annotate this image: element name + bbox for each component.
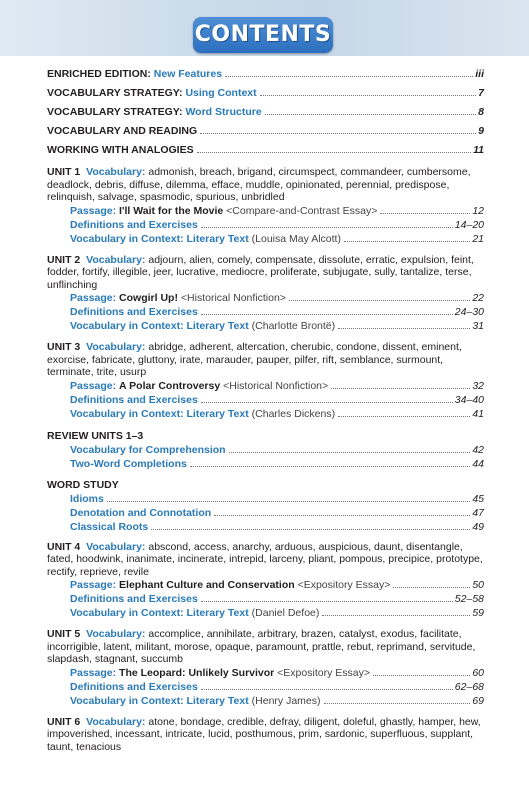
page-number: 45: [472, 492, 484, 505]
vic-author: (Daniel Defoe): [251, 607, 320, 619]
page-number: 8: [478, 106, 484, 118]
passage-type: <Historical Nonfiction>: [180, 292, 286, 304]
vic-author: (Charles Dickens): [251, 407, 336, 420]
toc-entry-passage[interactable]: [47, 204, 484, 218]
unit-2-block: [47, 254, 484, 334]
passage-label: Passage:: [70, 379, 117, 392]
unit-1-block: [47, 166, 484, 246]
page-number: 44: [472, 457, 484, 470]
unit-6-block: [47, 716, 484, 754]
unit-name: UNIT 3: [47, 341, 81, 353]
unit-vocabulary-line: [47, 341, 484, 379]
toc-entry-passage[interactable]: [47, 379, 484, 393]
entry-label: VOCABULARY AND READING: [47, 125, 198, 137]
entry-label: Idioms: [70, 492, 104, 505]
toc-entry-vocabulary-in-context[interactable]: [47, 606, 484, 620]
toc-entry-classical-roots[interactable]: [47, 520, 484, 534]
toc-entry-passage[interactable]: [47, 666, 484, 680]
unit-4-block: [47, 541, 484, 621]
passage-type: <Historical Nonfiction>: [223, 379, 329, 392]
leader-dots: [201, 314, 453, 315]
page-number: 34–40: [454, 393, 484, 406]
vocabulary-words: accomplice, annihilate, arbitrary, brazen, catalyst, exodus, facilitate, incorrigible, latent, militant, morose, opaque, paramount, prattle, rebut, reprimand, servitude, slapdash, stagnant, succumb: [47, 628, 476, 665]
leader-dots: [324, 703, 471, 704]
passage-type: <Expository Essay>: [277, 666, 370, 679]
vic-label: Vocabulary in Context: Literary Text: [70, 694, 249, 707]
vocabulary-label: Vocabulary:: [86, 715, 146, 728]
unit-name: UNIT 6: [47, 715, 81, 728]
vocabulary-words: abridge, adherent, altercation, cherubic, condone, dissent, eminent, exorcise, fabricate, gluttony, irate, marauder, pauper, pilfer, rift, semblance, surmount, terminate, trite, usurp: [47, 341, 462, 378]
vocabulary-words: abscond, access, anarchy, arduous, auspicious, daunt, disentangle, fated, hoodwink, inanimate, incinerate, intrepid, larceny, pliant, pompous, precipice, prototype, rectify, reprieve, revile: [47, 540, 483, 578]
leader-dots: [214, 515, 470, 516]
page-number: 14–20: [454, 218, 484, 231]
vocabulary-label: Vocabulary:: [86, 628, 146, 640]
vocabulary-label: Vocabulary:: [86, 253, 146, 266]
entry-label: Two-Word Completions: [70, 457, 187, 470]
unit-3-block: [47, 341, 484, 421]
unit-vocabulary-line: [47, 716, 484, 754]
page-number: 69: [472, 694, 484, 707]
leader-dots: [338, 416, 470, 417]
unit-vocabulary-line: [47, 541, 484, 579]
page-number: 42: [472, 443, 484, 456]
page-number: 41: [472, 407, 484, 420]
toc-entry-passage[interactable]: [47, 291, 484, 305]
contents-tab: [193, 17, 333, 53]
vic-label: Vocabulary in Context: Literary Text: [70, 320, 249, 332]
vocabulary-words: admonish, breach, brigand, circumspect, commandeer, cumbersome, deadlock, debris, diffuse, dilemma, efface, muddle, opinionated, perennial, predispose, relinquish, salvage, spasmodic, spurious, unbridled: [47, 166, 471, 203]
vocabulary-label: Vocabulary:: [86, 540, 146, 553]
page-number: 21: [472, 232, 484, 245]
leader-dots: [373, 675, 470, 676]
leader-dots: [338, 328, 470, 329]
entry-label: WORKING WITH ANALOGIES: [47, 144, 194, 156]
leader-dots: [344, 241, 470, 242]
leader-dots: [322, 615, 470, 616]
toc-entry-idioms[interactable]: [47, 492, 484, 506]
unit-name: UNIT 5: [47, 628, 81, 640]
passage-label: Passage:: [70, 204, 117, 217]
review-heading: REVIEW UNITS 1–3: [47, 429, 144, 442]
toc-entry-enriched-edition[interactable]: [47, 67, 484, 81]
toc-entry-vocabulary-and-reading[interactable]: [47, 124, 484, 138]
leader-dots: [201, 227, 453, 228]
vocabulary-label: Vocabulary:: [86, 341, 146, 353]
toc-list: [47, 67, 484, 753]
toc-entry-using-context[interactable]: [47, 86, 484, 100]
passage-label: Passage:: [70, 292, 117, 304]
review-block: [47, 429, 484, 471]
page-number: 22: [472, 292, 484, 304]
toc-entry-vocabulary-for-comprehension[interactable]: [47, 443, 484, 457]
unit-name: UNIT 1: [47, 166, 81, 178]
passage-title: Cowgirl Up!: [119, 292, 178, 304]
definitions-label: Definitions and Exercises: [70, 218, 198, 231]
toc-entry-denotation-and-connotation[interactable]: [47, 506, 484, 520]
page-number: 52–58: [454, 593, 484, 605]
unit-vocabulary-line: [47, 628, 484, 666]
page-number: 7: [478, 87, 484, 99]
leader-dots: [201, 689, 453, 690]
entry-label: Classical Roots: [70, 520, 149, 533]
definitions-label: Definitions and Exercises: [70, 393, 198, 406]
toc-entry-vocabulary-in-context[interactable]: [47, 407, 484, 421]
toc-entry-vocabulary-in-context[interactable]: [47, 232, 484, 246]
toc-entry-definitions[interactable]: [47, 680, 484, 694]
entry-label-highlight: New Features: [153, 68, 223, 80]
page-number: 50: [472, 579, 484, 591]
toc-entry-definitions[interactable]: [47, 218, 484, 232]
passage-title: I'll Wait for the Movie: [119, 204, 224, 217]
page-title: CONTENTS: [194, 22, 332, 47]
page-number: 59: [472, 607, 484, 619]
leader-dots: [201, 402, 453, 403]
entry-label: VOCABULARY STRATEGY:: [47, 87, 183, 99]
word-study-heading: WORD STUDY: [47, 478, 119, 491]
toc-entry-definitions[interactable]: [47, 592, 484, 606]
toc-entry-vocabulary-in-context[interactable]: [47, 319, 484, 333]
passage-label: Passage:: [70, 666, 117, 679]
toc-entry-definitions[interactable]: [47, 393, 484, 407]
definitions-label: Definitions and Exercises: [70, 593, 198, 605]
toc-entry-two-word-completions[interactable]: [47, 457, 484, 471]
unit-5-block: [47, 628, 484, 708]
leader-dots: [289, 300, 470, 301]
entry-label-highlight: Word Structure: [185, 106, 262, 118]
leader-dots: [200, 133, 476, 134]
toc-entry-passage[interactable]: [47, 578, 484, 592]
entry-label: ENRICHED EDITION:: [47, 68, 151, 80]
passage-title: A Polar Controversy: [119, 379, 221, 392]
leader-dots: [190, 466, 470, 467]
definitions-label: Definitions and Exercises: [70, 306, 198, 318]
vic-author: (Charlotte Brontë): [251, 320, 336, 332]
toc-entry-working-with-analogies[interactable]: [47, 143, 484, 157]
page-number: 31: [472, 320, 484, 332]
page-number: 47: [472, 506, 484, 519]
page-number: 24–30: [454, 306, 484, 318]
vocabulary-words: atone, bondage, credible, defray, diligent, doleful, ghastly, hamper, hew, impoverished, incessant, intricate, lucid, posthumous, prim, sardonic, superfluous, supplant, taunt, tenacious: [47, 715, 481, 753]
entry-label-highlight: Using Context: [185, 87, 257, 99]
definitions-label: Definitions and Exercises: [70, 680, 198, 693]
leader-dots: [331, 388, 470, 389]
leader-dots: [260, 95, 477, 96]
page-number: 62–68: [454, 680, 484, 693]
vocabulary-words: adjourn, alien, comely, compensate, dissolute, erratic, expulsion, feint, fodder, fortify, illegible, jeer, lucrative, mediocre, proliferate, subjugate, sully, tantalize, terse, unflinching: [47, 253, 474, 291]
leader-dots: [151, 529, 470, 530]
leader-dots: [265, 114, 476, 115]
unit-vocabulary-line: [47, 166, 484, 204]
passage-label: Passage:: [70, 579, 117, 591]
leader-dots: [229, 452, 471, 453]
entry-label: VOCABULARY STRATEGY:: [47, 106, 183, 118]
leader-dots: [197, 152, 471, 153]
page-number: 12: [472, 204, 484, 217]
entry-label: Vocabulary for Comprehension: [70, 443, 226, 456]
toc-entry-definitions[interactable]: [47, 305, 484, 319]
page-number: 49: [472, 520, 484, 533]
vic-author: (Henry James): [251, 694, 321, 707]
leader-dots: [393, 587, 470, 588]
leader-dots: [380, 213, 470, 214]
vic-author: (Louisa May Alcott): [251, 232, 341, 245]
vocabulary-label: Vocabulary:: [86, 166, 146, 178]
leader-dots: [201, 601, 453, 602]
leader-dots: [107, 501, 470, 502]
vic-label: Vocabulary in Context: Literary Text: [70, 407, 249, 420]
toc-entry-vocabulary-in-context[interactable]: [47, 694, 484, 708]
page-number: iii: [475, 68, 484, 80]
unit-name: UNIT 2: [47, 253, 81, 266]
unit-vocabulary-line: [47, 254, 484, 292]
unit-name: UNIT 4: [47, 540, 81, 553]
vic-label: Vocabulary in Context: Literary Text: [70, 607, 249, 619]
passage-title: The Leopard: Unlikely Survivor: [119, 666, 275, 679]
passage-type: <Expository Essay>: [297, 579, 391, 591]
vic-label: Vocabulary in Context: Literary Text: [70, 232, 249, 245]
page-number: 60: [472, 666, 484, 679]
leader-dots: [225, 76, 473, 77]
page-number: 32: [472, 379, 484, 392]
passage-title: Elephant Culture and Conservation: [119, 579, 295, 591]
page-number: 11: [473, 144, 484, 156]
passage-type: <Compare-and-Contrast Essay>: [226, 204, 378, 217]
toc-entry-word-structure[interactable]: [47, 105, 484, 119]
page-number: 9: [478, 125, 484, 137]
word-study-block: [47, 478, 484, 534]
entry-label: Denotation and Connotation: [70, 506, 212, 519]
